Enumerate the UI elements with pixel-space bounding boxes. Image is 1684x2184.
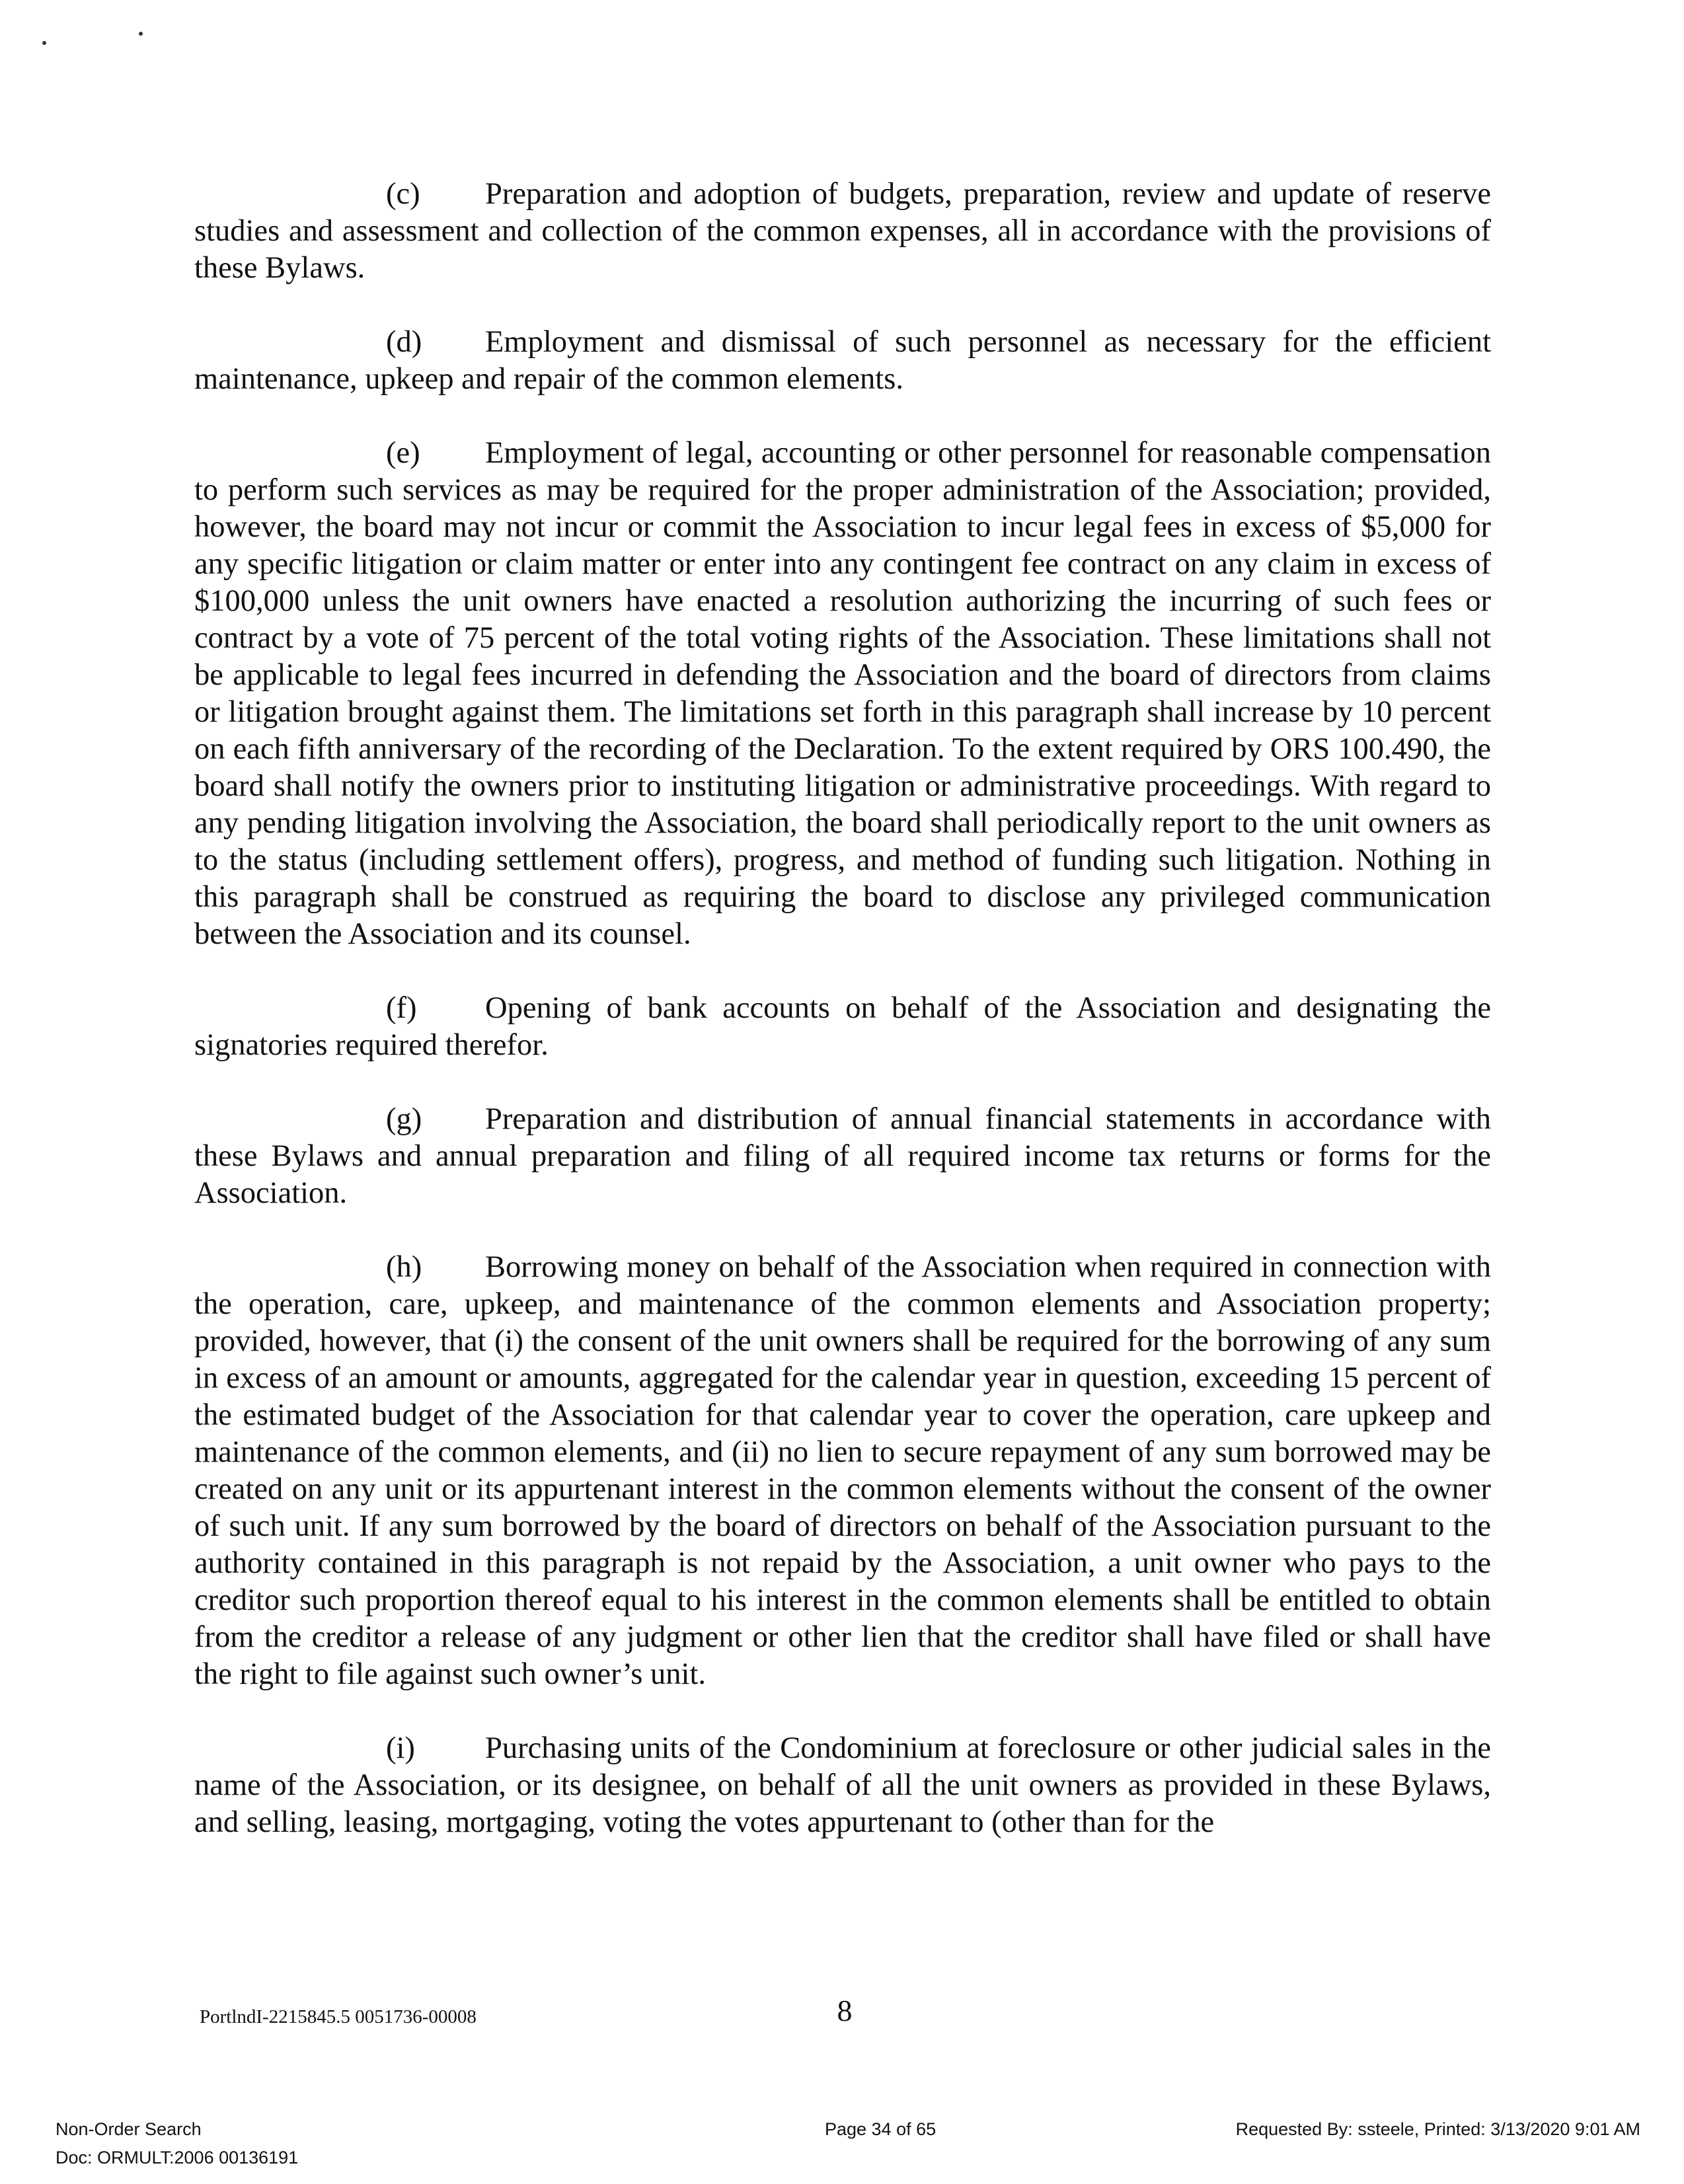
paragraph-f [194, 990, 1491, 1064]
scan-speck [42, 41, 46, 45]
paragraph-label: (e) [386, 436, 420, 470]
paragraph-text: Employment of legal, accounting or other personnel for reasonable compensation to perform such services as may be required for the proper administration of the Association; provided, however, the board may not incur or commit the Association to incur legal fees in excess of $5,000 for any specific litigation or claim matter or enter into any contingent fee contract on any claim in excess of $100,000 unless the unit owners have enacted a resolution authorizing the incurring of such fees or contract by a vote of 75 percent of the total voting rights of the Association. These limitations shall not be applicable to legal fees incurred in defending the Association and the board of directors from claims or litigation brought against them. The limitations set forth in this paragraph shall increase by 10 percent on each fifth anniversary of the recording of the Declaration. To the extent required by ORS 100.490, the board shall notify the owners prior to instituting litigation or administrative proceedings. With regard to any pending litigation involving the Association, the board shall periodically report to the unit owners as to the status (including settlement offers), progress, and method of funding such litigation. Nothing in this paragraph shall be construed as requiring the board to disclose any privileged communication between the Association and its counsel. [194, 436, 1491, 951]
paragraph-label: (c) [386, 177, 420, 211]
paragraph-text: Borrowing money on behalf of the Association when required in connection with the operation, care, upkeep, and maintenance of the common elements and Association property; provided, however, that (i) the consent of the unit owners shall be required for the borrowing of any sum in excess of an amount or amounts, aggregated for the calendar year in question, exceeding 15 percent of the estimated budget of the Association for that calendar year to cover the operation, care upkeep and maintenance of the common elements, and (ii) no lien to secure repayment of any sum borrowed may be created on any unit or its appurtenant interest in the common elements without the consent of the owner of such unit. If any sum borrowed by the board of directors on behalf of the Association pursuant to the authority contained in this paragraph is not repaid by the Association, a unit owner who pays to the creditor such proportion thereof equal to his interest in the common elements shall be entitled to obtain from the creditor a release of any judgment or other lien that the creditor shall have filed or shall have the right to file against such owner’s unit. [194, 1250, 1491, 1691]
paragraph-i [194, 1730, 1491, 1841]
paragraph-label: (g) [386, 1102, 422, 1136]
document-body [194, 176, 1491, 1878]
document-footer-id: PortlndI-2215845.5 0051736-00008 [200, 2006, 477, 2027]
paragraph-g [194, 1101, 1491, 1212]
scan-specks [40, 26, 159, 53]
stamp-page-of: Page 34 of 65 [825, 2119, 937, 2139]
scan-speck [139, 32, 143, 36]
stamp-search-type: Non-Order Search [56, 2119, 202, 2139]
paragraph-text: Purchasing units of the Condominium at foreclosure or other judicial sales in the name of the Association, or its designee, on behalf of all the unit owners as provided in these Bylaws, and selling, leasing, mortgaging, voting the votes appurtenant to (other than for the [194, 1731, 1491, 1839]
paragraph-label: (i) [386, 1731, 415, 1765]
paragraph-c [194, 176, 1491, 287]
paragraph-text: Preparation and adoption of budgets, preparation, review and update of reserve studies and assessment and collection of the common expenses, all in accordance with the provisions of these Bylaws. [194, 177, 1491, 285]
paragraph-label: (h) [386, 1250, 422, 1284]
paragraph-label: (d) [386, 325, 422, 359]
page-number: 8 [837, 1994, 853, 2027]
paragraph-text: Opening of bank accounts on behalf of the Association and designating the signatories required therefor. [194, 991, 1491, 1062]
paragraph-label: (f) [386, 991, 417, 1025]
paragraph-e [194, 435, 1491, 953]
paragraph-text: Preparation and distribution of annual financial statements in accordance with these Bylaws and annual preparation and filing of all required income tax returns or forms for the Association. [194, 1102, 1491, 1210]
paragraph-text: Employment and dismissal of such personnel as necessary for the efficient maintenance, upkeep and repair of the common elements. [194, 325, 1491, 396]
paragraph-h [194, 1249, 1491, 1693]
stamp-doc-ref: Doc: ORMULT:2006 00136191 [56, 2148, 299, 2167]
paragraph-d [194, 324, 1491, 398]
stamp-requested-by: Requested By: ssteele, Printed: 3/13/2020 9:01 AM [1235, 2119, 1640, 2139]
